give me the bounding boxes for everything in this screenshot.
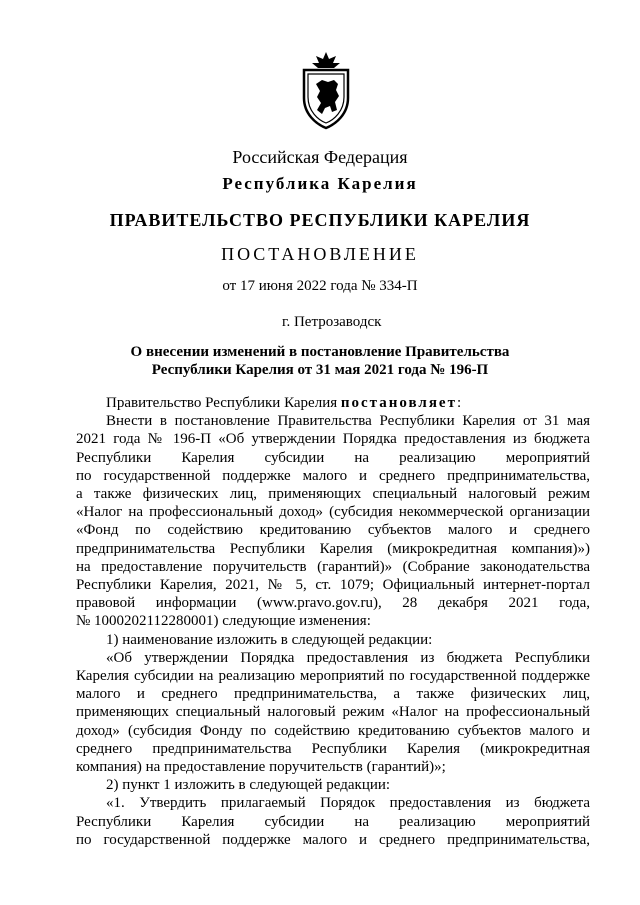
intro-verb: постановляет bbox=[340, 395, 457, 411]
intro-paragraph bbox=[76, 394, 590, 412]
body-line: «Об утверждении Порядка предоставления из бюджета Республики bbox=[106, 649, 590, 666]
document-title-line-1: О внесении изменений в постановление Правительства bbox=[130, 344, 510, 360]
body-line: на предоставление поручительств (гарантий)» (Собрание законодательства bbox=[76, 558, 590, 575]
document-date: от 17 июня 2022 года № 334-П bbox=[222, 278, 418, 294]
document-body bbox=[76, 394, 590, 849]
body-line: «1. Утвердить прилагаемый Порядок предоставления из бюджета bbox=[106, 795, 590, 812]
body-line: среднего предпринимательства Республики Карелия (микрокредитная bbox=[76, 740, 590, 757]
body-line: Республики Карелия субсидии на реализацию мероприятий bbox=[76, 813, 590, 830]
body-line: малого и среднего предпринимательства, а также физических лиц, bbox=[76, 686, 590, 703]
body-line: доход» (субсидия Фонду по содействию кредитованию субъектов малого и bbox=[76, 722, 590, 739]
body-line: Республики Карелия, 2021, № 5, ст. 1079; Официальный интернет-портал bbox=[76, 577, 590, 594]
body-line: № 1000202112280001) следующие изменения: bbox=[76, 613, 371, 630]
republic-name: Республика Карелия bbox=[222, 174, 418, 193]
body-line: правовой информации (www.pravo.gov.ru), 28 декабря 2021 года, bbox=[76, 595, 590, 612]
intro-suffix: : bbox=[456, 395, 462, 411]
coat-of-arms-icon bbox=[298, 50, 354, 130]
body-line: Карелия субсидии на реализацию мероприятий по государственной поддержке bbox=[76, 668, 590, 685]
body-line: «Фонд по содействию кредитованию субъектов малого и среднего bbox=[76, 522, 590, 539]
intro-prefix: Правительство Республики Карелия bbox=[106, 395, 341, 411]
document-city: г. Петрозаводск bbox=[282, 314, 382, 330]
body-line: предпринимательства Республики Карелия (микрокредитная компания)») bbox=[76, 540, 590, 557]
document-type: ПОСТАНОВЛЕНИЕ bbox=[221, 244, 419, 264]
body-line: 1) наименование изложить в следующей редакции: bbox=[106, 631, 433, 648]
body-line: а также физических лиц, применяющих специальный налоговый режим bbox=[76, 486, 590, 503]
body-line: Внести в постановление Правительства Республики Карелия от 31 мая bbox=[106, 413, 590, 430]
body-line: по государственной поддержке малого и среднего предпринимательства, bbox=[76, 467, 590, 484]
body-line: компания) на предоставление поручительств (гарантий)»; bbox=[76, 759, 446, 776]
body-line: 2) пункт 1 изложить в следующей редакции: bbox=[106, 777, 391, 794]
country-name: Российская Федерация bbox=[232, 147, 408, 167]
government-name: ПРАВИТЕЛЬСТВО РЕСПУБЛИКИ КАРЕЛИЯ bbox=[109, 210, 531, 230]
body-line: применяющих специальный налоговый режим «Налог на профессиональный bbox=[76, 704, 590, 721]
body-line: Республики Карелия субсидии на реализацию мероприятий bbox=[76, 449, 590, 466]
document-title-line-2: Республики Карелия от 31 мая 2021 года № 196-П bbox=[151, 362, 489, 378]
body-line: по государственной поддержке малого и среднего предпринимательства, bbox=[76, 831, 590, 848]
body-line: 2021 года № 196-П «Об утверждении Порядка предоставления из бюджета bbox=[76, 431, 590, 448]
body-line: «Налог на профессиональный доход» (субсидия некоммерческой организации bbox=[76, 504, 590, 521]
